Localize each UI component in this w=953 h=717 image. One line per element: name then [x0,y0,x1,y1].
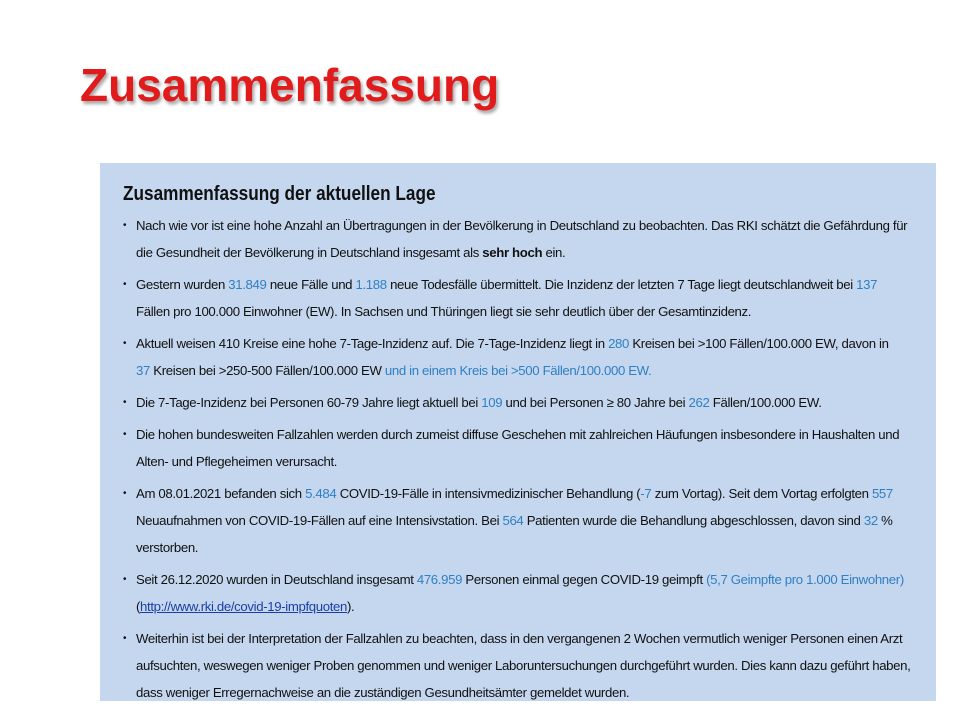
new-cases-value: 31.849 [228,277,267,292]
icu-change-value: -7 [640,486,652,501]
districts-over-250-value: 37 [136,363,150,378]
icu-cases-value: 5.484 [305,486,337,501]
impfquoten-link[interactable]: http://www.rki.de/covid-19-impfquoten [140,599,347,614]
bullet-icon: • [123,220,127,231]
summary-list [123,212,914,706]
bullet-icon: • [123,574,127,585]
bullet-icon: • [123,279,127,290]
icu-completed-value: 564 [502,513,524,528]
panel-heading: Zusammenfassung der aktuellen Lage [123,183,436,205]
bullet-icon: • [123,397,127,408]
vaccinated-value: 476.959 [416,572,463,587]
bullet-icon: • [123,633,127,644]
bullet-icon: • [123,338,127,349]
list-item-icu: • Am 08.01.2021 befanden sich 5.484 COVID-19-Fälle in intensivmedizinischer Behandlung (-7 zum Vortag). Seit dem Vortag erfolgten 557 Neuaufnahmen von COVID-19-Fällen auf eine Intensivstation. Bei 564 Patienten wurde die Behandlung abgeschlossen, davon sind 32 % verstorben. [123,480,914,561]
vaccination-rate-value: (5,7 Geimpfte pro 1.000 Einwohner) [706,572,904,587]
list-item-districts: • Aktuell weisen 410 Kreise eine hohe 7-Tage-Inzidenz auf. Die 7-Tage-Inzidenz liegt in 280 Kreisen bei >100 Fällen/100.000 EW, davon in 37 Kreisen bei >250-500 Fällen/100.000 EW und in einem Kreis bei >500 Fällen/100.000 EW. [123,330,914,384]
list-item-outbreaks: • Die hohen bundesweiten Fallzahlen werden durch zumeist diffuse Geschehen mit zahlreichen Häufungen insbesondere in Haushalten und Alten- und Pflegeheimen verursacht. [123,421,914,475]
list-item-vaccination: • Seit 26.12.2020 wurden in Deutschland insgesamt 476.959 Personen einmal gegen COVID-19 geimpft (5,7 Geimpfte pro 1.000 Einwohner) (http://www.rki.de/covid-19-impfquoten). [123,566,914,620]
incidence-80-plus-value: 262 [688,395,710,410]
slide-title: Zusammenfassung [80,59,500,111]
list-item-risk-assessment: • Nach wie vor ist eine hohe Anzahl an Übertragungen in der Bevölkerung in Deutschland zu beobachten. Das RKI schätzt die Gefährdung für die Gesundheit der Bevölkerung in Deutschland insgesamt als sehr hoch ein. [123,212,914,266]
bullet-icon: • [123,488,127,499]
incidence-value: 137 [856,277,878,292]
bullet-icon: • [123,429,127,440]
list-item-new-cases: • Gestern wurden 31.849 neue Fälle und 1.188 neue Todesfälle übermittelt. Die Inzidenz der letzten 7 Tage liegt deutschlandweit bei 137 Fällen pro 100.000 Einwohner (EW). In Sachsen und Thüringen liegt sie sehr deutlich über der Gesamtinzidenz. [123,271,914,325]
districts-over-100-value: 280 [608,336,630,351]
summary-panel [100,163,936,701]
incidence-60-79-value: 109 [481,395,503,410]
icu-admissions-value: 557 [871,486,893,501]
new-deaths-value: 1.188 [355,277,387,292]
list-item-age-incidence: • Die 7-Tage-Inzidenz bei Personen 60-79 Jahre liegt aktuell bei 109 und bei Personen ≥ 80 Jahre bei 262 Fällen/100.000 EW. [123,389,914,416]
icu-deceased-percent-value: 32 [863,513,878,528]
list-item-reporting-note: • Weiterhin ist bei der Interpretation der Fallzahlen zu beachten, dass in den vergangenen 2 Wochen vermutlich weniger Personen einen Arzt aufsuchten, weswegen weniger Proben genommen und weniger Laboruntersuchungen durchgeführt wurden. Dies kann dazu geführt haben, dass weniger Erregernachweise an die zuständigen Gesundheitsämter gemeldet wurden. [123,625,914,706]
